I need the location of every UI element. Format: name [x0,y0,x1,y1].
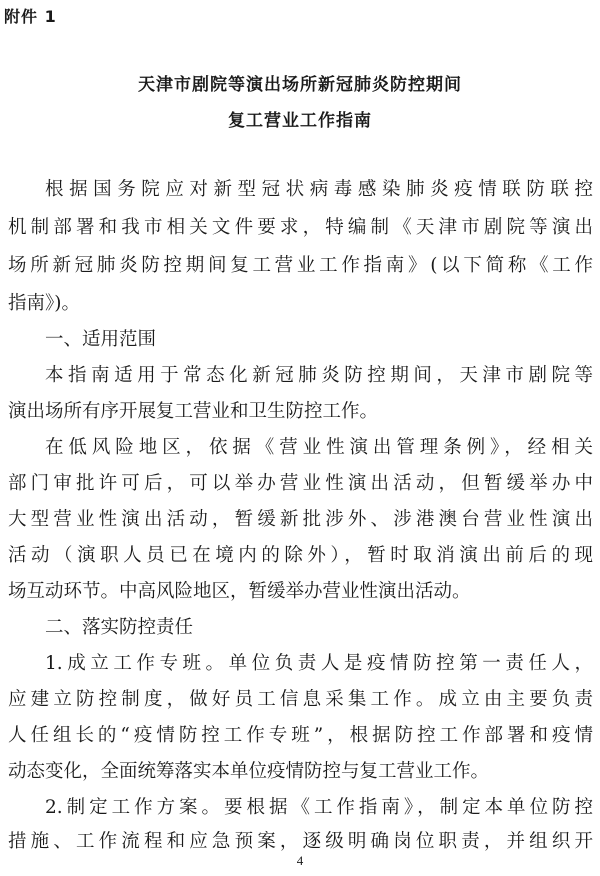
section-heading-responsibility: 二、落实防控责任 [45,617,194,638]
section1-para2-line-3: 大型营业性演出活动，暂缓新批涉外、涉港澳台营业性演出 [8,509,593,530]
section2-para2-line-1: 2.制定工作方案。要根据《工作指南》，制定本单位防控 [45,797,593,818]
intro-line-4: 指南》)。 [8,293,80,314]
document-title-line-1: 天津市剧院等演出场所新冠肺炎防控期间 [138,75,462,95]
document-title-line-2: 复工营业工作指南 [228,111,372,131]
section1-para2-line-2: 部门审批许可后，可以举办营业性演出活动，但暂缓举办中 [8,473,593,494]
section-heading-scope: 一、适用范围 [45,329,157,350]
section1-para2-line-5: 场互动环节。中高风险地区，暂缓举办营业性演出活动。 [8,581,471,602]
attachment-label: 附件 1 [4,7,57,26]
intro-line-3: 场所新冠肺炎防控期间复工营业工作指南》(以下简称《工作 [8,255,593,276]
section2-para2-line-2: 措施、工作流程和应急预案，逐级明确岗位职责，并组织开 [8,831,593,852]
page-number: 4 [296,853,304,868]
section2-para1-line-4: 动态变化，全面统筹落实本单位疫情防控与复工营业工作。 [8,761,490,782]
intro-line-1: 根据国务院应对新型冠状病毒感染肺炎疫情联防联控 [45,179,593,200]
section1-para1-line-2: 演出场所有序开展复工营业和卫生防控工作。 [8,401,379,422]
section2-para1-line-1: 1.成立工作专班。单位负责人是疫情防控第一责任人， [45,653,593,674]
section1-para2-line-4: 活动（演职人员已在境内的除外），暂时取消演出前后的现 [8,545,593,566]
intro-line-2: 机制部署和我市相关文件要求，特编制《天津市剧院等演出 [8,217,593,238]
section2-para1-line-3: 人任组长的“疫情防控工作专班”，根据防控工作部署和疫情 [8,725,593,746]
section1-para1-line-1: 本指南适用于常态化新冠肺炎防控期间，天津市剧院等 [45,365,593,386]
section2-para1-line-2: 应建立防控制度，做好员工信息采集工作。成立由主要负责 [8,689,593,710]
section1-para2-line-1: 在低风险地区，依据《营业性演出管理条例》，经相关 [45,437,593,458]
